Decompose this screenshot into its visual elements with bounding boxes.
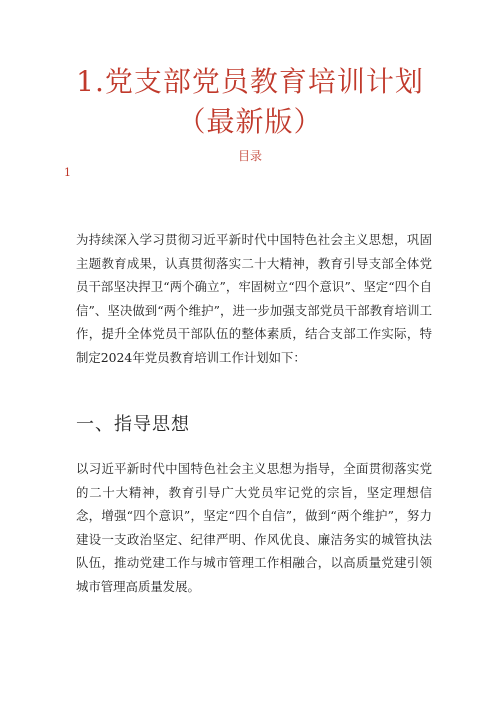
toc-heading: 目录 — [237, 149, 262, 163]
intro-paragraph: 为持续深入学习贯彻习近平新时代中国特色社会主义思想，巩固主题教育成果，认真贯彻落实二十大精神，教育引导支部全体党员干部坚决捍卫“两个确立”，牢固树立“四个意识”、坚定“四个自信”、坚决做到“两个维护”，进一步加强支部党员干部教育培训工作，提升全体党员干部队伍的整体素质，结合支部工作实际，特制定2024年党员教育培训工作计划如下： — [76, 232, 432, 365]
toc-entry[interactable]: 1 — [64, 166, 71, 179]
section-body-guiding-ideology: 以习近平新时代中国特色社会主义思想为指导，全面贯彻落实党的二十大精神，教育引导广大党员牢记党的宗旨，坚定理想信念，增强“四个意识”，坚定“四个自信”，做到“两个维护”，努力建设一支政治坚定、纪律严明、作风优良、廉洁务实的城管执法队伍，推动党建工作与城市管理工作相融合，以高质量党建引领城市管理高质量发展。 — [76, 461, 432, 594]
section-heading-guiding-ideology: 一、指导思想 — [76, 414, 190, 435]
document-title: 1.党支部党员教育培训计划（最新版） — [76, 65, 424, 138]
